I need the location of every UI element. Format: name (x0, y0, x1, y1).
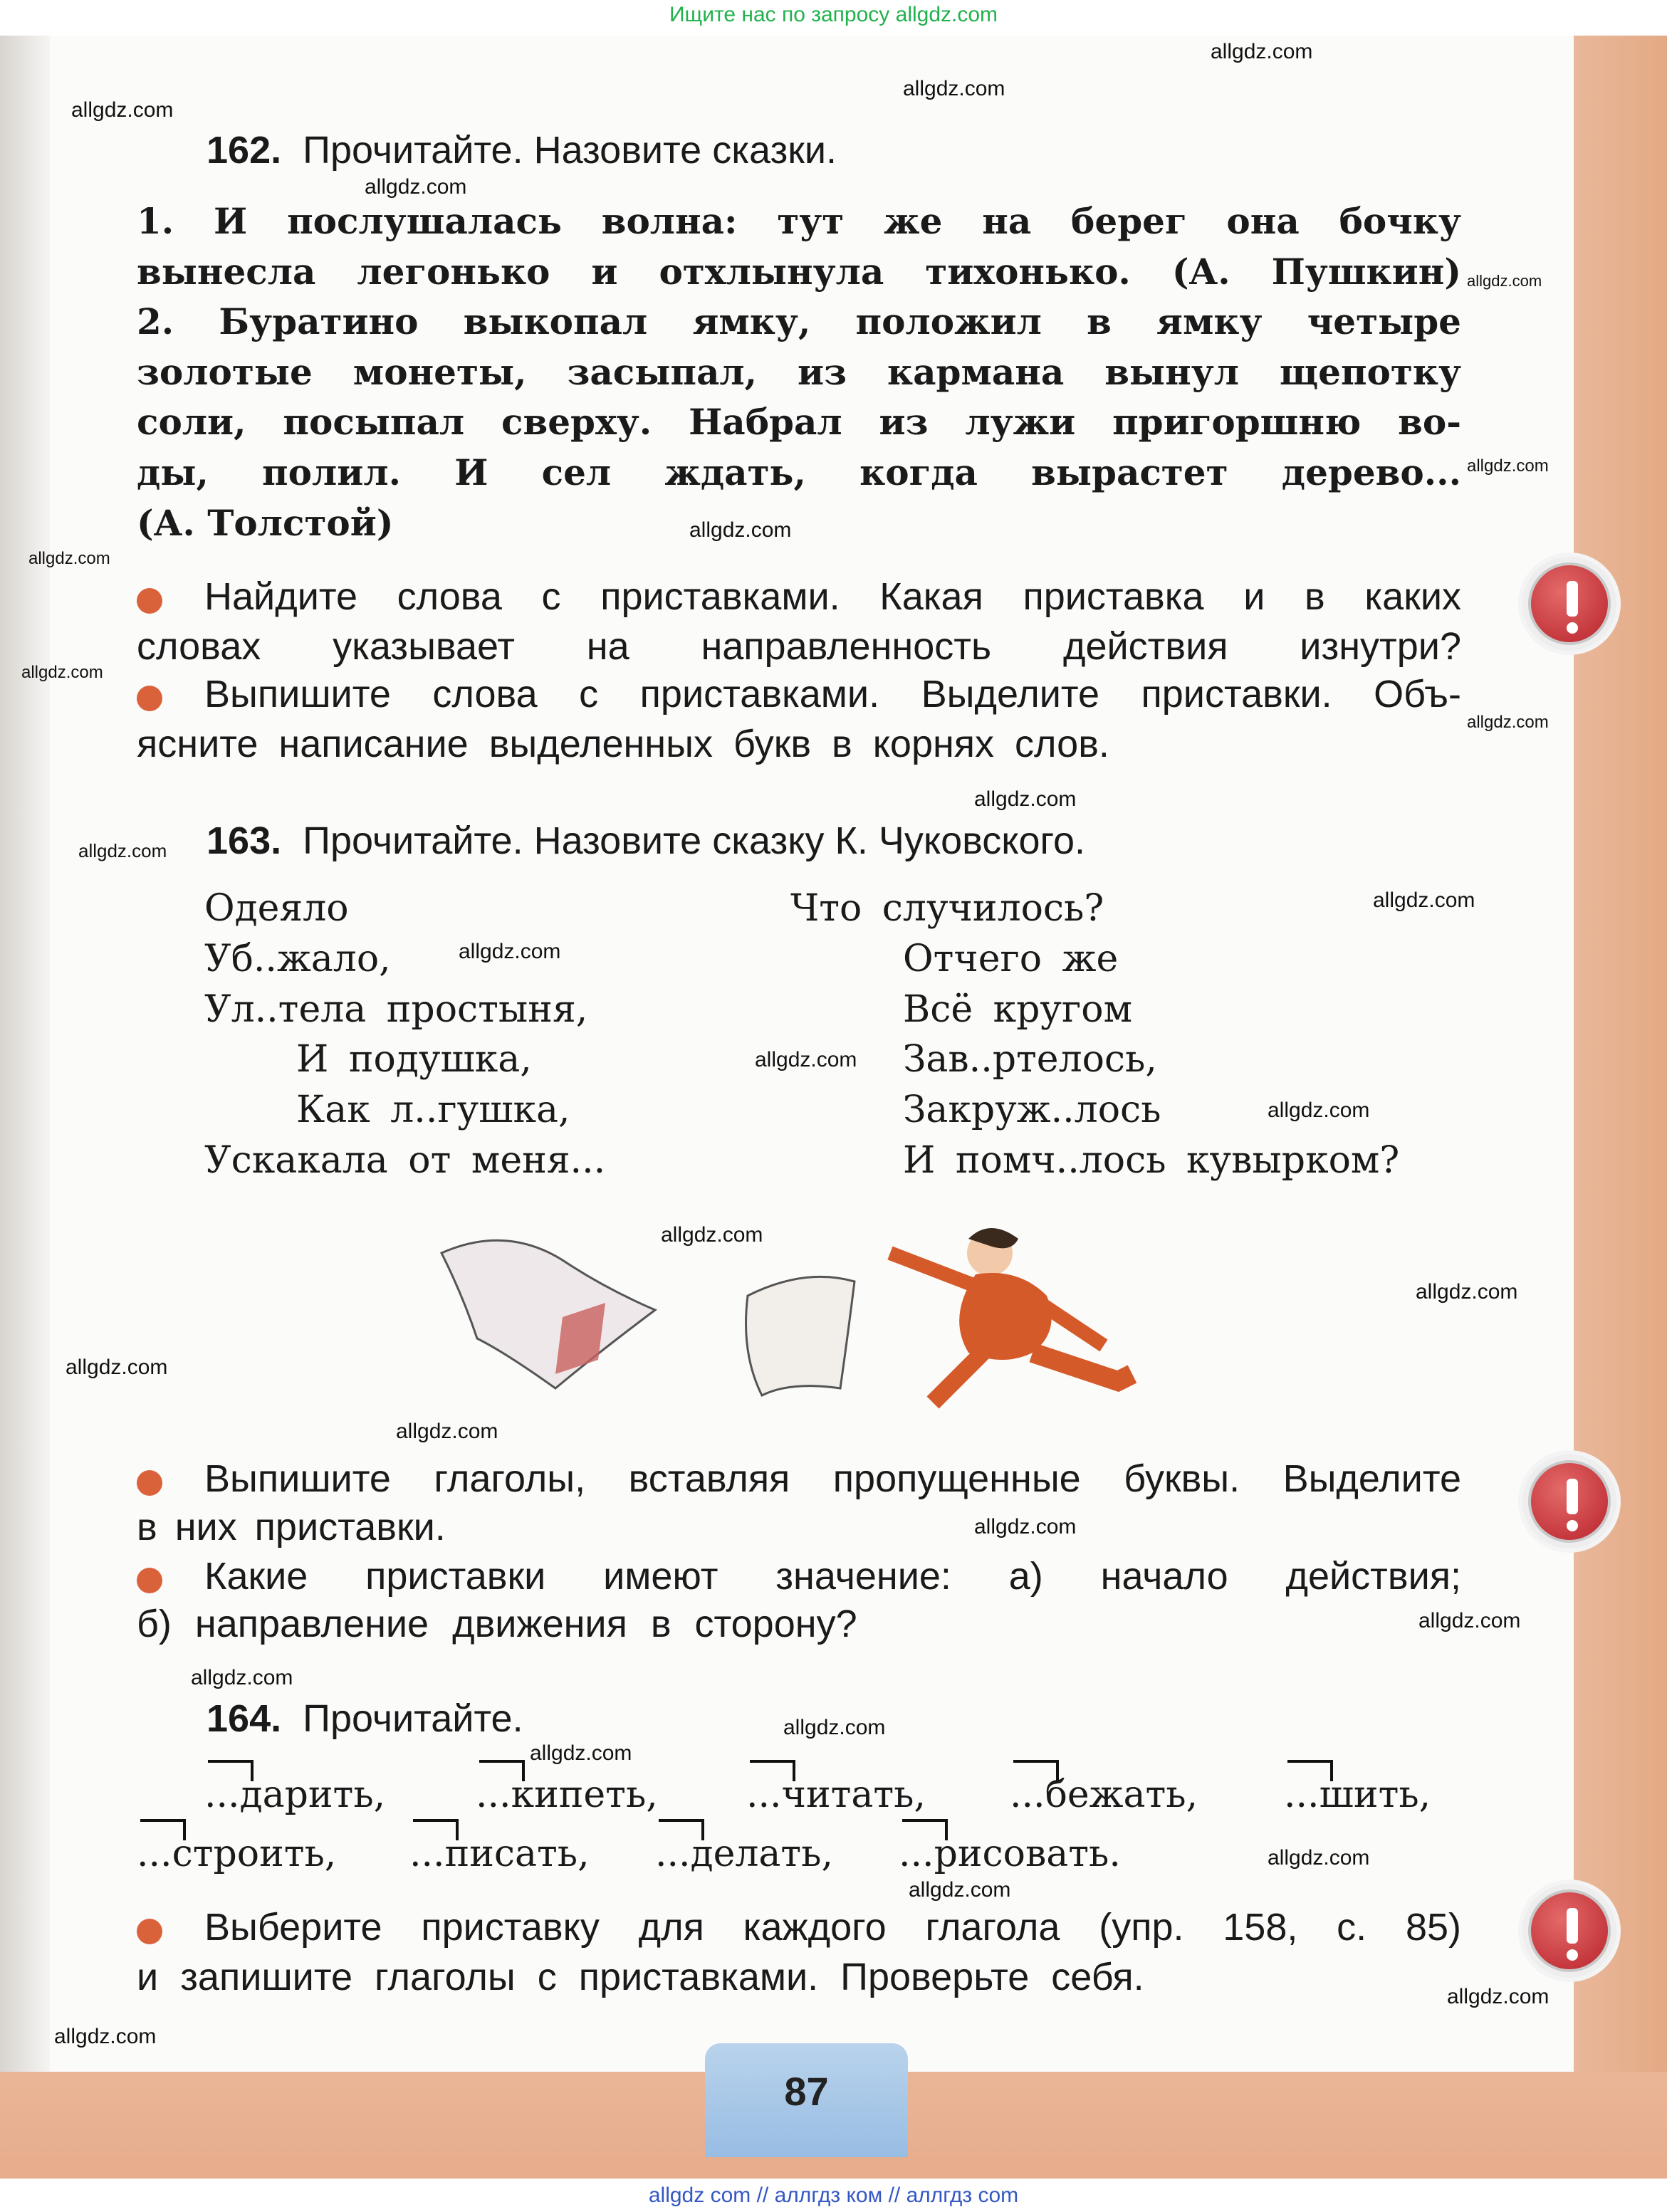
ex163-task: Выпишите глаголы, вставляя пропущенные буквы. Выделите (204, 1457, 1461, 1500)
poem-line: Отчего же (903, 938, 1119, 980)
prefix-word (746, 1773, 926, 1817)
watermark: allgdz.com (909, 1878, 1011, 1902)
prefix-mark (902, 1819, 948, 1840)
watermark: allgdz.com (1268, 1846, 1370, 1870)
ex162-task: Выпишите слова с приставками. Выделите приставки. Объ- (204, 673, 1461, 716)
watermark: allgdz.com (54, 2025, 157, 2048)
poem-line: Одеяло (204, 887, 349, 930)
ex162-line: ды, полил. И сел ждать, когда вырастет дерево... (137, 451, 1461, 493)
ex162-number: 162. (207, 129, 282, 172)
ex162-title: Прочитайте. Назовите сказки. (303, 129, 837, 172)
watermark: allgdz.com (1268, 1099, 1370, 1122)
word-text: ...кипеть, (476, 1773, 658, 1816)
word-text: ...бежать, (1010, 1773, 1198, 1816)
poem-line: Как л..гушка, (296, 1089, 570, 1131)
watermark: allgdz.com (1467, 713, 1549, 732)
poem-line: И подушка, (296, 1038, 532, 1081)
prefix-word (899, 1832, 1121, 1876)
ex162-line: 2. Буратино выкопал ямку, положил в ямку четыре (137, 300, 1461, 342)
bullet-icon (137, 1919, 162, 1944)
page-binding-shadow (0, 36, 50, 2072)
word-text: ...рисовать. (899, 1833, 1121, 1875)
page-edge (1574, 36, 1667, 2072)
poem-line: Зав..ртелось, (903, 1038, 1157, 1081)
prefix-mark (659, 1819, 704, 1840)
watermark: allgdz.com (1447, 1985, 1550, 2008)
blanket-illustration (441, 1240, 655, 1388)
bullet-icon (137, 1568, 162, 1593)
watermark: allgdz.com (974, 787, 1077, 811)
ex164-number: 164. (207, 1697, 282, 1740)
watermark: allgdz.com (1373, 889, 1475, 912)
watermark: allgdz.com (783, 1716, 886, 1739)
watermark: allgdz.com (191, 1666, 293, 1689)
watermark: allgdz.com (66, 1356, 168, 1379)
ex162-line: 1. И послушалась волна: тут же на берег она бочку (137, 200, 1461, 242)
ex164-task: и запишите глаголы с приставками. Проверьте себя. (137, 1956, 1144, 1998)
ex164-header (207, 1697, 523, 1741)
prefix-word (409, 1832, 590, 1876)
ex163-task: в них приставки. (137, 1506, 446, 1548)
ex162-task: ясните написание выделенных букв в корнях слов. (137, 723, 1109, 765)
prefix-mark (1287, 1760, 1333, 1781)
prefix-mark (750, 1760, 795, 1781)
prefix-word (137, 1832, 336, 1876)
prefix-word (204, 1773, 385, 1817)
poem-line: Что случилось? (790, 887, 1104, 930)
prefix-mark (479, 1760, 525, 1781)
watermark: allgdz.com (365, 175, 467, 199)
ex163-title: Прочитайте. Назовите сказку К. Чуковского. (303, 819, 1086, 862)
bullet-icon (137, 686, 162, 711)
watermark: allgdz.com (28, 549, 110, 568)
footer-text[interactable]: allgdz com // аллгдз ком // аллгдз com (0, 2179, 1667, 2212)
ex162-line: вынесла легонько и отхлынула тихонько. (А. Пушкин) (137, 251, 1461, 293)
watermark: allgdz.com (661, 1223, 763, 1247)
pillow-sheet-illustration (746, 1277, 855, 1395)
watermark: allgdz.com (903, 77, 1005, 100)
ex164-title: Прочитайте. (303, 1697, 523, 1740)
poem-line: Ускакала от меня... (204, 1139, 606, 1182)
watermark: allgdz.com (974, 1515, 1077, 1539)
ex163-task: Какие приставки имеют значение: а) начало действия; (204, 1555, 1461, 1598)
watermark: allgdz.com (755, 1048, 857, 1071)
exclamation-icon (1522, 1454, 1616, 1548)
watermark: allgdz.com (530, 1741, 632, 1765)
prefix-word (1284, 1773, 1431, 1817)
word-text: ...делать, (655, 1833, 834, 1875)
watermark: allgdz.com (1416, 1280, 1518, 1304)
watermark: allgdz.com (1467, 456, 1549, 476)
watermark: allgdz.com (21, 663, 103, 682)
ex162-line: (А. Толстой) (137, 502, 394, 544)
word-text: ...дарить, (204, 1773, 386, 1816)
watermark: allgdz.com (396, 1420, 498, 1443)
poem-line: Ул..тела простыня, (204, 988, 588, 1031)
poem-line: И помч..лось кувырком? (903, 1139, 1400, 1182)
poem-line: Закруж..лось (903, 1089, 1161, 1131)
ex162-task: Найдите слова с приставками. Какая приставка и в каких (204, 575, 1461, 618)
watermark: allgdz.com (689, 518, 792, 542)
prefix-mark (413, 1819, 459, 1840)
illustration-flying-blanket-boy (420, 1210, 1189, 1438)
ex162-task: словах указывает на направленность действия изнутри? (137, 625, 1461, 668)
exclamation-icon (1522, 557, 1616, 651)
ex163-header (207, 819, 1085, 863)
word-text: ...читать, (746, 1773, 926, 1816)
watermark: allgdz.com (1467, 272, 1542, 290)
word-text: ...строить, (137, 1833, 337, 1875)
watermark: allgdz.com (71, 98, 174, 122)
prefix-word (476, 1773, 658, 1817)
boy-illustration (890, 1228, 1132, 1403)
top-banner (0, 0, 1667, 36)
watermark: allgdz.com (1211, 40, 1313, 63)
word-text: ...шить, (1284, 1773, 1431, 1816)
ex163-number: 163. (207, 819, 282, 862)
ex162-header (207, 128, 837, 172)
prefix-mark (1013, 1760, 1059, 1781)
poem-line: Уб..жало, (204, 938, 391, 980)
page-number: 87 (784, 2069, 829, 2114)
watermark: allgdz.com (1418, 1609, 1521, 1632)
prefix-word (655, 1832, 833, 1876)
bullet-icon (137, 1470, 162, 1496)
ex164-task: Выберите приставку для каждого глагола (упр. 158, с. 85) (204, 1906, 1461, 1949)
ex163-task: б) направление движения в сторону? (137, 1603, 857, 1645)
ex162-line: соли, посыпал сверху. Набрал из лужи пригоршню во- (137, 401, 1461, 443)
watermark: allgdz.com (78, 840, 167, 861)
prefix-mark (208, 1760, 254, 1781)
watermark: allgdz.com (459, 940, 561, 963)
poem-line: Всё кругом (903, 988, 1133, 1031)
bullet-icon (137, 588, 162, 614)
exclamation-icon (1522, 1884, 1616, 1978)
prefix-word (1010, 1773, 1198, 1817)
prefix-mark (140, 1819, 186, 1840)
ex162-line: золотые монеты, засыпал, из кармана вынул щепотку (137, 351, 1461, 393)
word-text: ...писать, (409, 1833, 590, 1875)
banner-text[interactable]: Ищите нас по запросу allgdz.com (669, 3, 998, 26)
